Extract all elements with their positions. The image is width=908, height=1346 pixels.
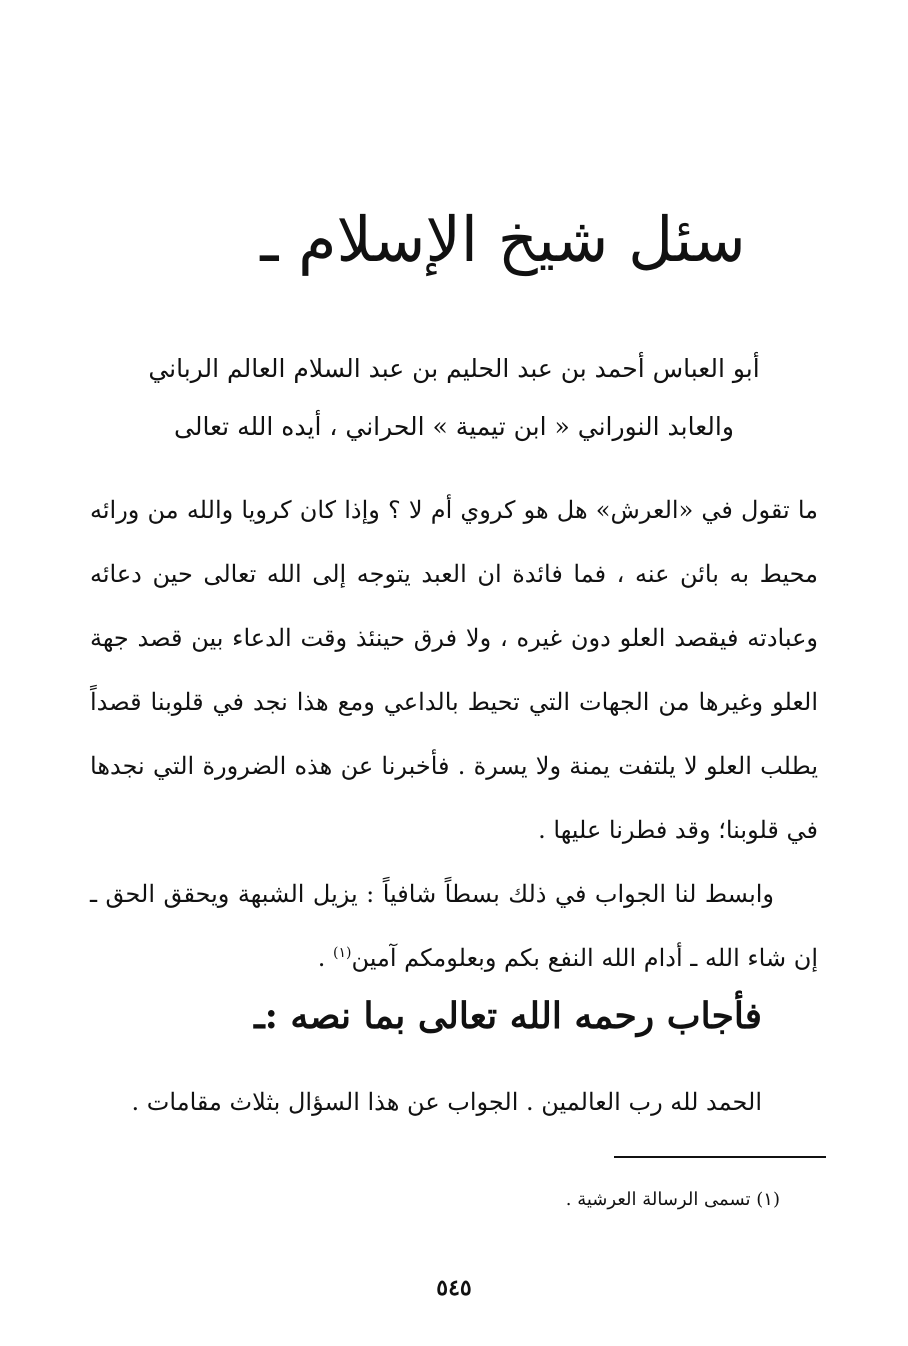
- question-text: [90, 478, 818, 990]
- question-paragraph-2-end: .: [317, 944, 334, 972]
- footnote-text: تسمى الرسالة العرشية .: [565, 1189, 751, 1210]
- question-paragraph-1: ما تقول في «العرش» هل هو كروي أم لا ؟ وإذا كان كرويا والله من ورائه محيط به بائن عنه ، فما فائدة ان العبد يتوجه إلى الله تعالى حين دعائه وعبادته فيقصد العلو دون غيره ، ولا فرق حينئذ وقت الدعاء بين قصد جهة العلو وغيرها من الجهات التي تحيط بالداعي ومع هذا نجد في قلوبنا قصداً يطلب العلو لا يلتفت يمنة ولا يسرة . فأخبرنا عن هذه الضرورة التي نجدها في قلوبنا؛ وقد فطرنا عليها .: [90, 496, 818, 844]
- page-title: سئل شيخ الإسلام ـ: [260, 203, 746, 276]
- answer-text: الحمد لله رب العالمين . الجواب عن هذا السؤال بثلاث مقامات .: [131, 1088, 762, 1116]
- author-block: [100, 340, 808, 456]
- answer-heading: فأجاب رحمه الله تعالى بما نصه :ـ: [254, 995, 762, 1037]
- question-paragraph-2-body: وابسط لنا الجواب في ذلك بسطاً شافياً : يزيل الشبهة ويحقق الحق ـ إن شاء الله ـ أدام الله النفع بكم وبعلومكم آمين: [90, 880, 818, 972]
- question-paragraph-2: [90, 862, 818, 990]
- footnote-marker: (١): [756, 1189, 780, 1210]
- footnote-reference: (١): [333, 945, 352, 961]
- author-line-1: أبو العباس أحمد بن عبد الحليم بن عبد السلام العالم الرباني: [148, 354, 760, 383]
- author-line-2: والعابد النوراني « ابن تيمية » الحراني ، أيده الله تعالى: [174, 412, 734, 441]
- page-number: ٥٤٥: [436, 1275, 472, 1301]
- footnote: [566, 1180, 780, 1220]
- footnote-divider: [614, 1156, 826, 1158]
